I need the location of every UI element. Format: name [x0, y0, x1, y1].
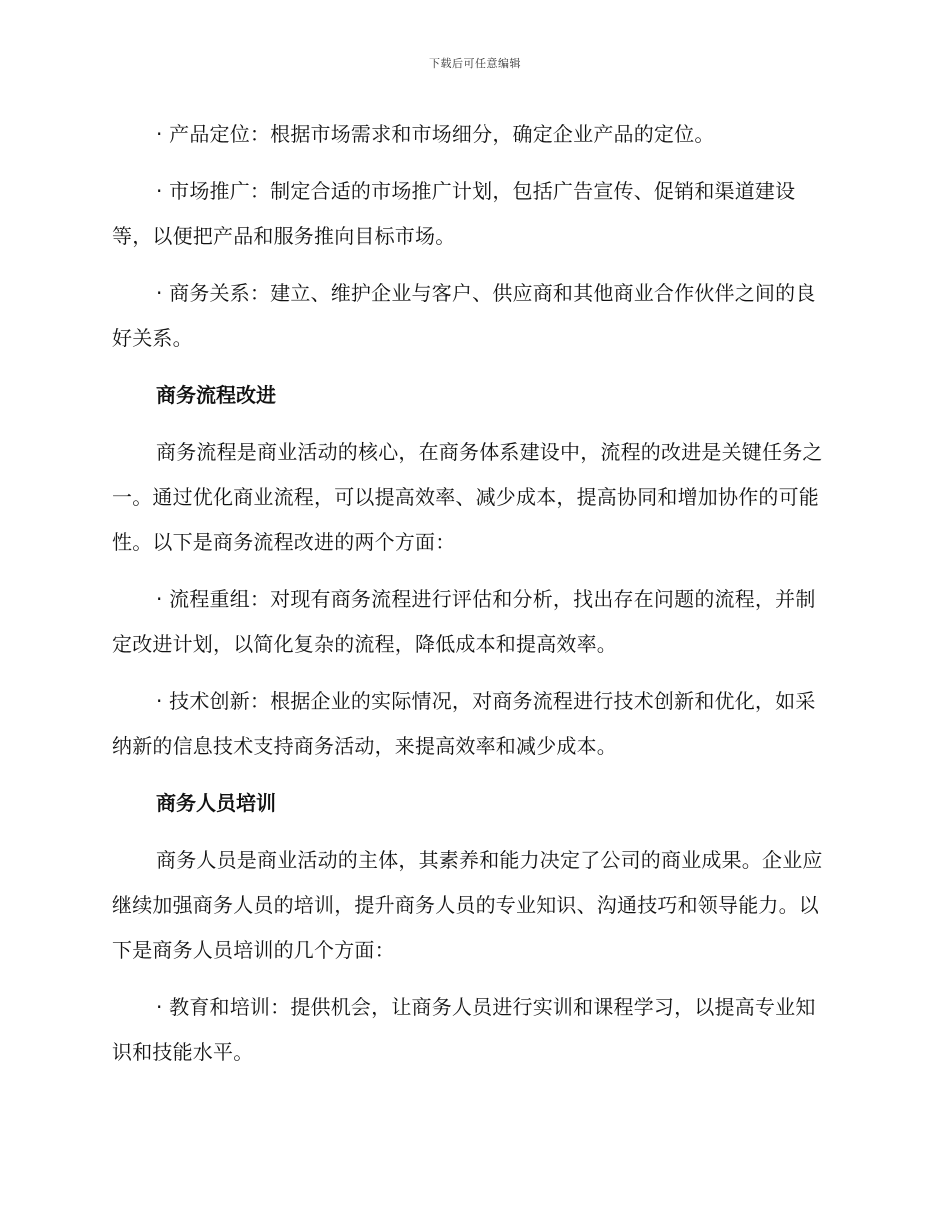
bullet-process-reorganization: · 流程重组：对现有商务流程进行评估和分析，找出存在问题的流程，并制定改进计划，以简化复杂的流程，降低成本和提高效率。: [112, 587, 816, 656]
document-body: [112, 112, 832, 1087]
bullet-market-promotion: · 市场推广：制定合适的市场推广计划，包括广告宣传、促销和渠道建设等，以便把产品和服务推向目标市场。: [112, 179, 796, 248]
bullet-business-relations: · 商务关系：建立、维护企业与客户、供应商和其他商业合作伙伴之间的良好关系。: [112, 281, 816, 350]
section-heading-process-improvement: 商务流程改进: [156, 383, 276, 407]
paragraph-staff-training-intro: 商务人员是商业活动的主体，其素养和能力决定了公司的商业成果。企业应继续加强商务人员的培训，提升商务人员的专业知识、沟通技巧和领导能力。以下是商务人员培训的几个方面：: [112, 848, 823, 962]
section-heading-staff-training: 商务人员培训: [156, 791, 276, 815]
bullet-education-training: · 教育和培训：提供机会，让商务人员进行实训和课程学习，以提高专业知识和技能水平。: [112, 995, 816, 1064]
bullet-technology-innovation: · 技术创新：根据企业的实际情况，对商务流程进行技术创新和优化，如采纳新的信息技术支持商务活动，来提高效率和减少成本。: [112, 689, 816, 758]
paragraph-process-improvement-intro: 商务流程是商业活动的核心，在商务体系建设中，流程的改进是关键任务之一。通过优化商业流程，可以提高效率、减少成本，提高协同和增加协作的可能性。以下是商务流程改进的两个方面：: [112, 440, 823, 554]
page-header: 下载后可任意编辑: [429, 57, 521, 70]
bullet-product-positioning: · 产品定位：根据市场需求和市场细分，确定企业产品的定位。: [156, 122, 715, 146]
